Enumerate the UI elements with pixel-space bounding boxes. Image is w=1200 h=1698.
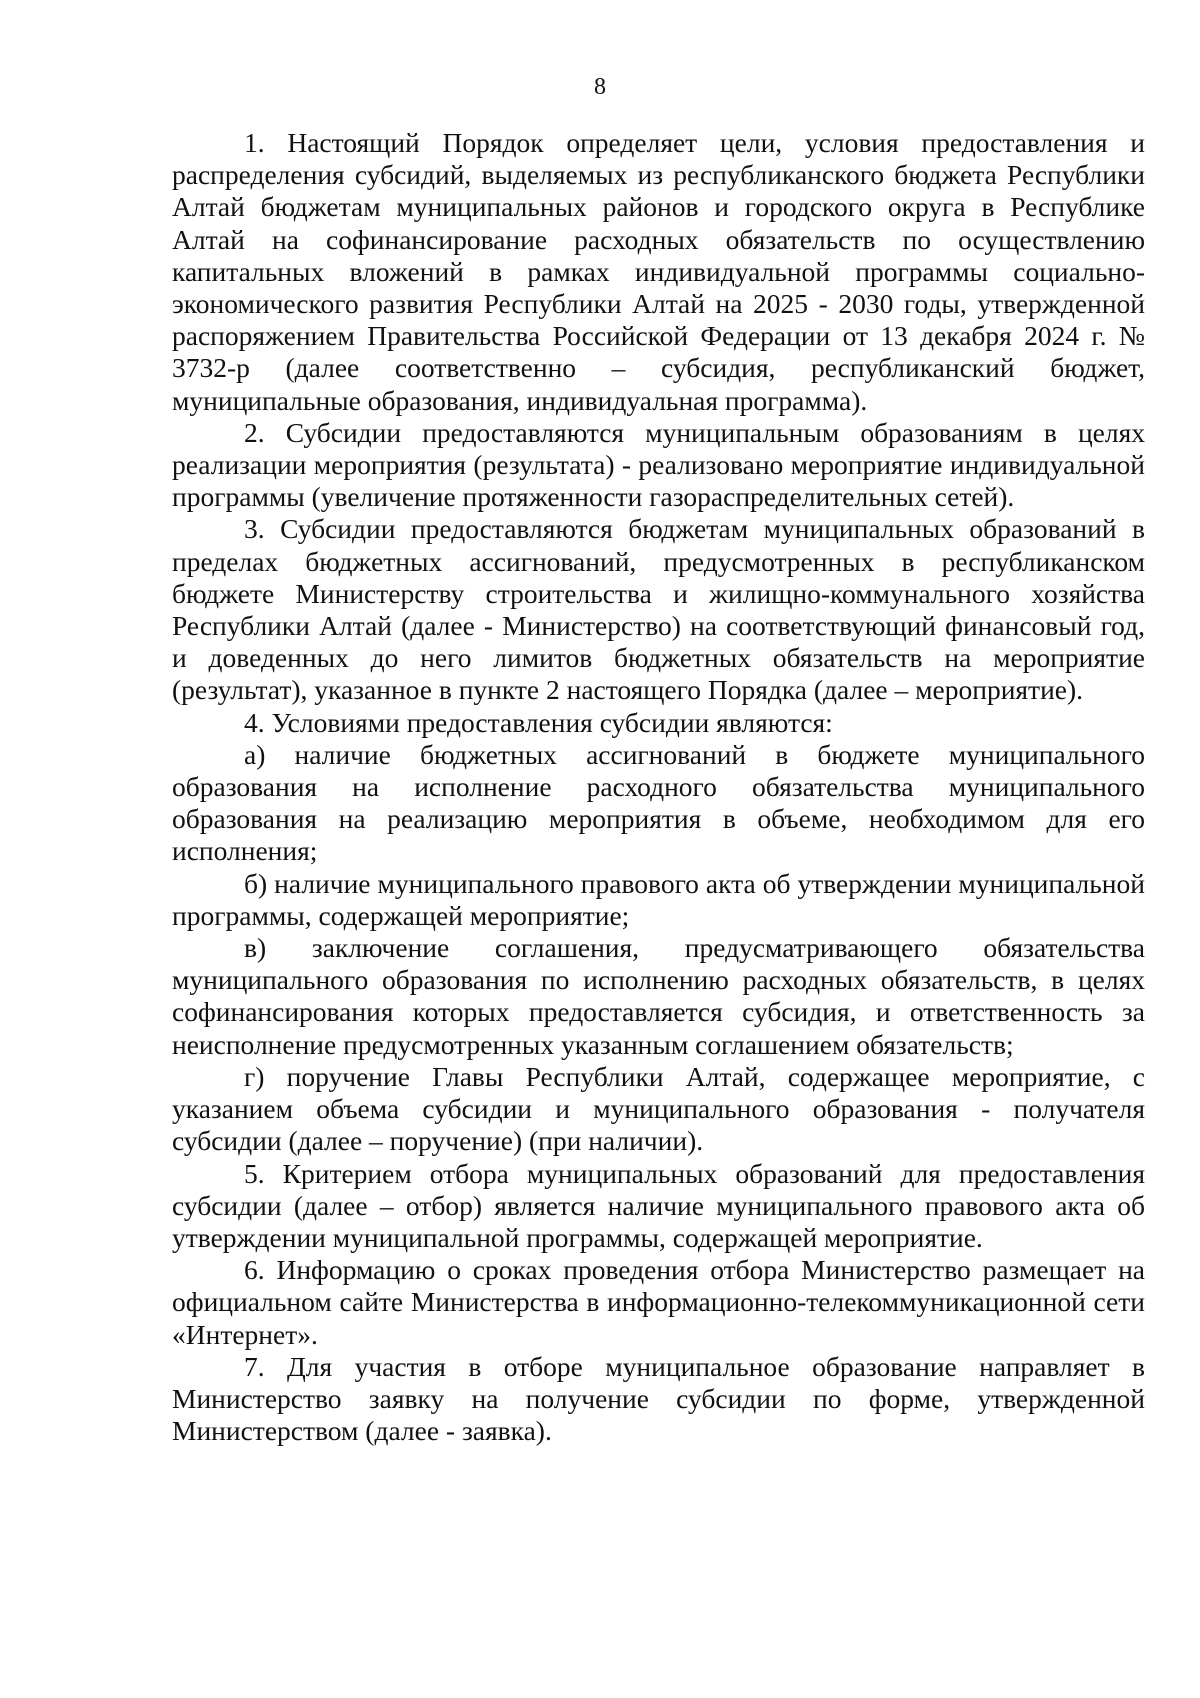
paragraph-7: 7. Для участия в отборе муниципальное образование направляет в Министерство заявку на получение субсидии по форме, утвержденной Министерством (далее - заявка). [172,1350,1145,1447]
paragraph-6: 6. Информацию о сроках проведения отбора Министерство размещает на официальном сайте Министерства в информационно-телекоммуникационной сети «Интернет». [172,1254,1145,1350]
paragraph-1: 1. Настоящий Порядок определяет цели, условия предоставления и распределения субсидий, выделяемых из республиканского бюджета Республики Алтай бюджетам муниципальных районов и городского округа в Республике Алтай на софинансирование расходных обязательств по осуществлению капитальных вложений в рамках индивидуальной программы социально-экономического развития Республики Алтай на 2025 - 2030 годы, утвержденной распоряжением Правительства Российской Федерации от 13 декабря 2024 г. № 3732-р (далее соответственно – субсидия, республиканский бюджет, муниципальные образования, индивидуальная программа). [172,127,1145,416]
document-body [172,127,1145,1447]
paragraph-4b: б) наличие муниципального правового акта об утверждении муниципальной программы, содержащей мероприятие; [172,867,1145,931]
paragraph-4a: а) наличие бюджетных ассигнований в бюджете муниципального образования на исполнение расходного обязательства муниципального образования на реализацию мероприятия в объеме, необходимом для его исполнения; [172,738,1145,867]
paragraph-4: 4. Условиями предоставления субсидии являются: [244,706,833,738]
page-number: 8 [594,74,606,100]
paragraph-4g: г) поручение Главы Республики Алтай, содержащее мероприятие, с указанием объема субсидии и муниципального образования - получателя субсидии (далее – поручение) (при наличии). [172,1060,1145,1157]
paragraph-5: 5. Критерием отбора муниципальных образований для предоставления субсидии (далее – отбор) является наличие муниципального правового акта об утверждении муниципальной программы, содержащей мероприятие. [172,1157,1145,1253]
paragraph-3: 3. Субсидии предоставляются бюджетам муниципальных образований в пределах бюджетных ассигнований, предусмотренных в республиканском бюджете Министерству строительства и жилищно-коммунального хозяйства Республики Алтай (далее - Министерство) на соответствующий финансовый год, и доведенных до него лимитов бюджетных обязательств на мероприятие (результат), указанное в пункте 2 настоящего Порядка (далее – мероприятие). [172,513,1145,706]
paragraph-4v: в) заключение соглашения, предусматривающего обязательства муниципального образования по исполнению расходных обязательств, в целях софинансирования которых предоставляется субсидия, и ответственность за неисполнение предусмотренных указанным соглашением обязательств; [172,932,1145,1060]
paragraph-2: 2. Субсидии предоставляются муниципальным образованиям в целях реализации мероприятия (результата) - реализовано мероприятие индивидуальной программы (увеличение протяженности газораспределительных сетей). [172,416,1145,513]
